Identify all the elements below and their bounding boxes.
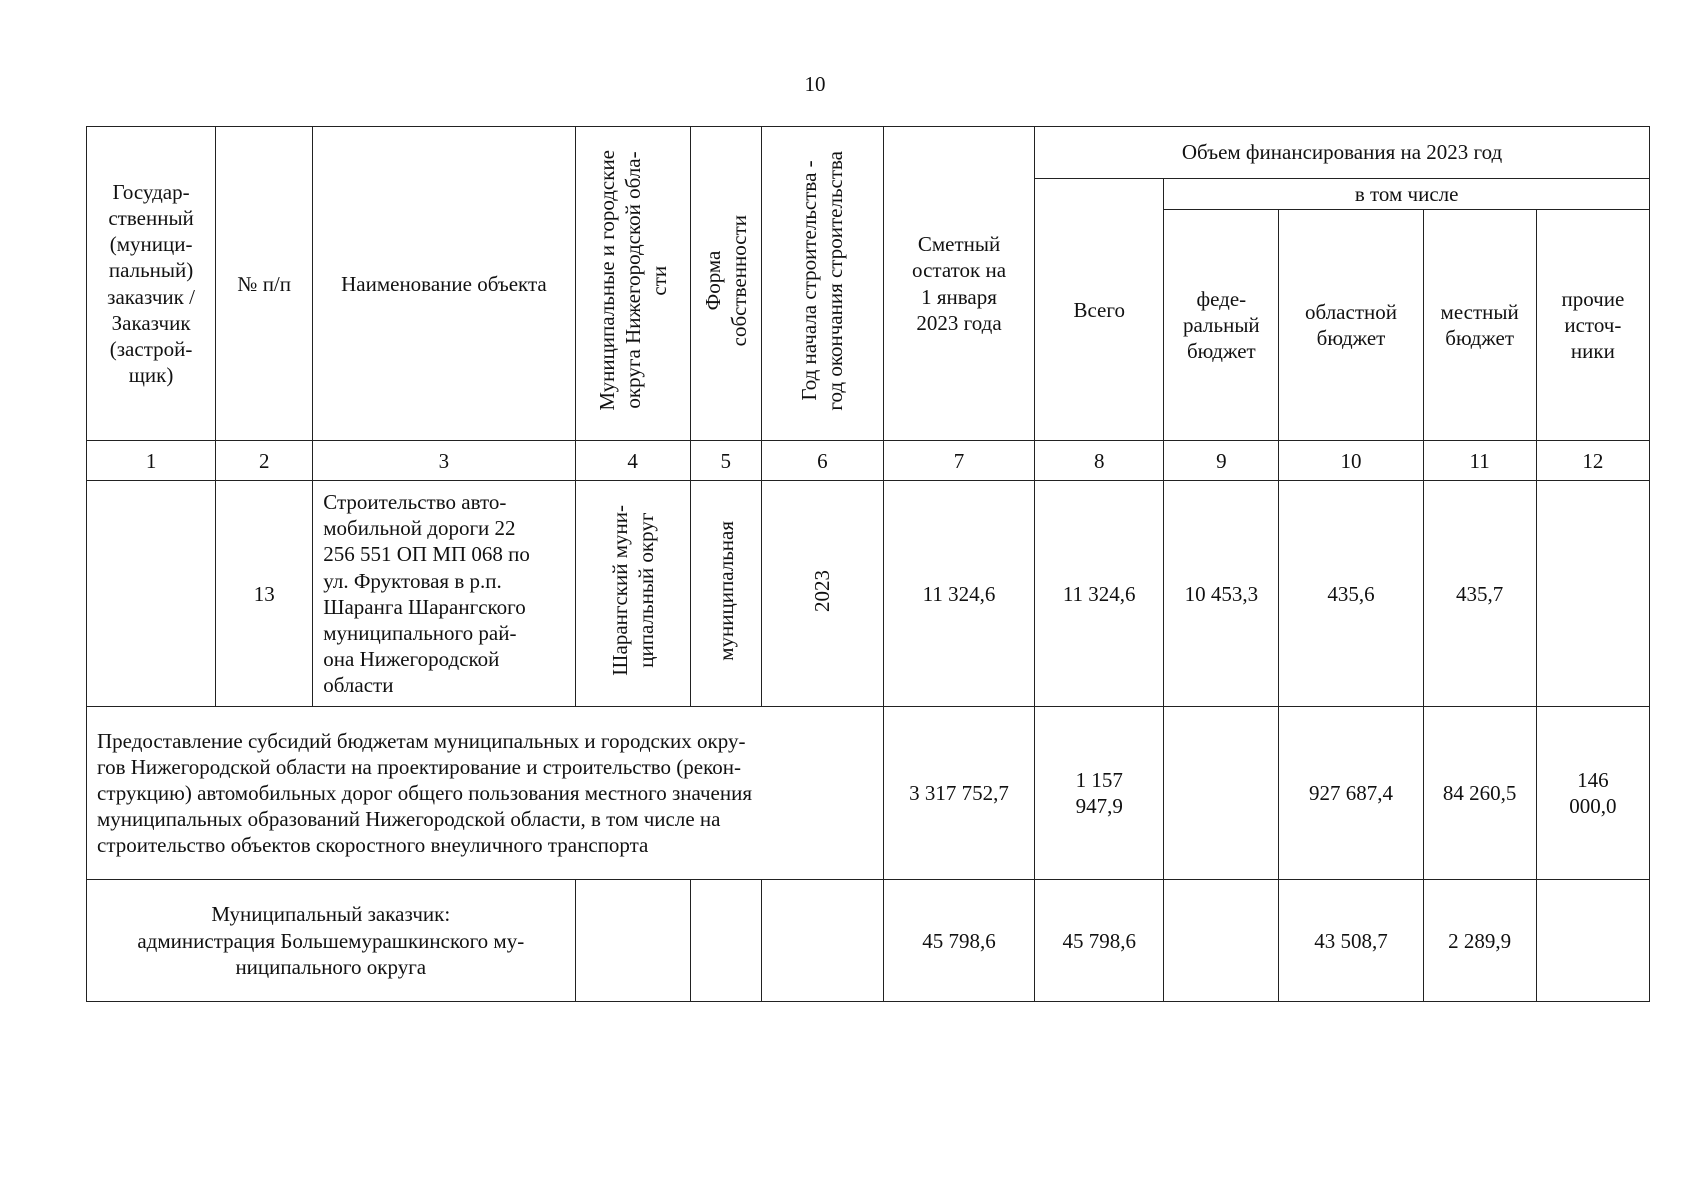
cell-estimate: 11 324,6 [883, 481, 1034, 707]
header-total: Всего [1035, 179, 1164, 441]
cell-total: 1 157 947,9 [1035, 707, 1164, 880]
header-ownership: Форма собственности [690, 127, 761, 441]
header-years: Год начала строительства - год окончания строительства [761, 127, 883, 441]
cell-regional: 435,6 [1279, 481, 1423, 707]
cell-subsidy-text: Предоставление субсидий бюджетам муниципальных и городских окру- гов Нижегородской области на проектирование и строительство (рекон- струкцию) автомобильных дорог общего пользования местного значения муниципальных образований Нижегородской области, в том числе на строительство объектов скоростного внеуличного транспорта [87, 707, 884, 880]
column-number: 12 [1536, 441, 1649, 481]
cell-regional: 43 508,7 [1279, 880, 1423, 1002]
header-financing: Объем финансирования на 2023 год [1035, 127, 1650, 179]
cell-local: 84 260,5 [1423, 707, 1536, 880]
column-number: 9 [1164, 441, 1279, 481]
column-number: 7 [883, 441, 1034, 481]
cell-object-name: Строительство авто- мобильной дороги 22 256 551 ОП МП 068 по ул. Фруктовая в р.п. Шаранга Шарангского муниципального рай- она Нижегородской области [313, 481, 575, 707]
cell-other: 146 000,0 [1536, 707, 1649, 880]
cell-estimate: 3 317 752,7 [883, 707, 1034, 880]
table-row [87, 707, 1650, 880]
header-regional: областной бюджет [1279, 210, 1423, 441]
cell-estimate: 45 798,6 [883, 880, 1034, 1002]
cell-empty [761, 880, 883, 1002]
header-other: прочие источ- ники [1536, 210, 1649, 441]
cell-federal: 10 453,3 [1164, 481, 1279, 707]
column-number: 8 [1035, 441, 1164, 481]
cell-other [1536, 481, 1649, 707]
cell-num: 13 [216, 481, 313, 707]
cell-empty [690, 880, 761, 1002]
column-number: 11 [1423, 441, 1536, 481]
header-local: местный бюджет [1423, 210, 1536, 441]
cell-regional: 927 687,4 [1279, 707, 1423, 880]
cell-customer [87, 481, 216, 707]
cell-district: Шарангский муни- ципальный округ [575, 481, 690, 707]
column-number: 6 [761, 441, 883, 481]
cell-years: 2023 [761, 481, 883, 707]
header-districts: Муниципальные и городские округа Нижегородской обла- сти [575, 127, 690, 441]
page-number: 10 [804, 72, 826, 96]
cell-ownership: муниципальная [690, 481, 761, 707]
cell-local: 435,7 [1423, 481, 1536, 707]
cell-total: 45 798,6 [1035, 880, 1164, 1002]
column-number: 3 [313, 441, 575, 481]
column-number-row [87, 441, 1650, 481]
column-number: 10 [1279, 441, 1423, 481]
cell-customer-name: Муниципальный заказчик: администрация Большемурашкинского му- ниципального округа [87, 880, 576, 1002]
cell-total: 11 324,6 [1035, 481, 1164, 707]
header-federal: феде- ральный бюджет [1164, 210, 1279, 441]
column-number: 1 [87, 441, 216, 481]
header-row-1 [87, 127, 1650, 179]
cell-empty [575, 880, 690, 1002]
header-customer: Государ- ственный (муници- пальный) заказчик / Заказчик (застрой- щик) [87, 127, 216, 441]
cell-other [1536, 880, 1649, 1002]
financing-table [86, 126, 1650, 1002]
table-row [87, 481, 1650, 707]
header-num: № п/п [216, 127, 313, 441]
header-object-name: Наименование объекта [313, 127, 575, 441]
column-number: 2 [216, 441, 313, 481]
column-number: 4 [575, 441, 690, 481]
header-estimate: Сметный остаток на 1 января 2023 года [883, 127, 1034, 441]
cell-local: 2 289,9 [1423, 880, 1536, 1002]
cell-federal [1164, 880, 1279, 1002]
table-row [87, 880, 1650, 1002]
cell-federal [1164, 707, 1279, 880]
header-including: в том числе [1164, 179, 1650, 210]
column-number: 5 [690, 441, 761, 481]
